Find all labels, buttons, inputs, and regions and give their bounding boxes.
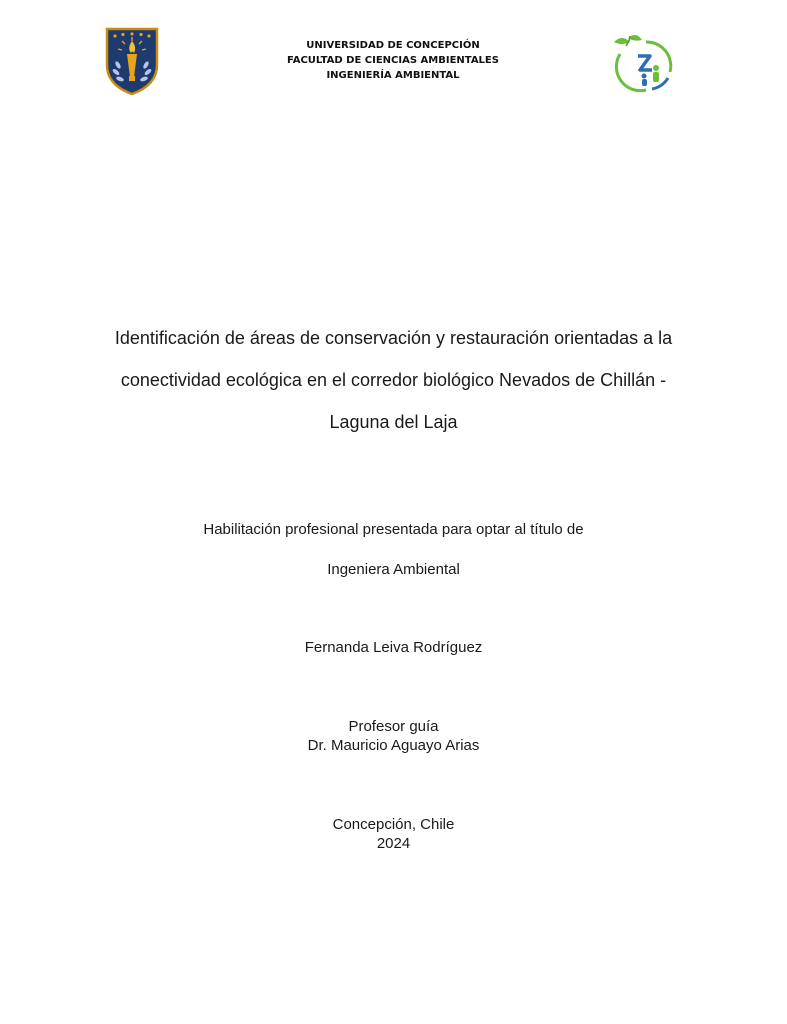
faculty-name: FACULTAD DE CIENCIAS AMBIENTALES [287, 55, 499, 66]
place-date-block [60, 815, 727, 853]
university-name: UNIVERSIDAD DE CONCEPCIÓN [306, 40, 480, 51]
environmental-engineering-logo-icon [606, 32, 678, 92]
degree-name [60, 560, 727, 579]
advisor-label: Profesor guía [348, 718, 439, 735]
institution-header [243, 38, 543, 83]
title-line-3: Laguna del Laja [329, 412, 458, 432]
university-crest-icon [104, 27, 160, 97]
advisor-name: Dr. Mauricio Aguayo Arias [307, 737, 480, 754]
program-name: INGENIERÍA AMBIENTAL [326, 70, 460, 81]
author [60, 638, 727, 657]
degree-name-text: Ingeniera Ambiental [327, 561, 460, 578]
thesis-title [60, 317, 727, 443]
title-line-2: conectividad ecológica en el corredor biológico Nevados de Chillán - [120, 370, 667, 390]
place-year: 2024 [376, 835, 411, 852]
place-city: Concepción, Chile [332, 816, 455, 833]
degree-intro [60, 520, 727, 539]
advisor-block [60, 717, 727, 755]
author-name: Fernanda Leiva Rodríguez [304, 639, 483, 656]
title-line-1: Identificación de áreas de conservación y restauración orientadas a la [114, 328, 673, 348]
degree-intro-text: Habilitación profesional presentada para optar al título de [203, 521, 584, 538]
